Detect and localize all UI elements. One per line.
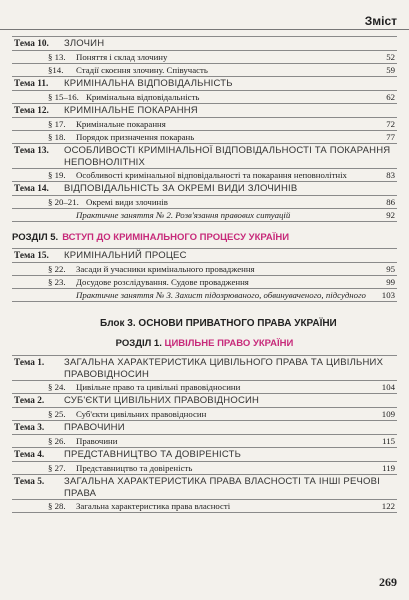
toc-entry-row xyxy=(12,408,397,421)
page-ref: 92 xyxy=(386,210,395,220)
toc-theme-row xyxy=(12,144,397,169)
page-ref: 72 xyxy=(386,119,395,129)
page-ref: 95 xyxy=(386,264,395,274)
page-ref: 83 xyxy=(386,170,395,180)
theme-title: ВІДПОВІДАЛЬНІСТЬ ЗА ОКРЕМІ ВИДИ ЗЛОЧИНІВ xyxy=(64,183,298,194)
section-title: ЦИВІЛЬНЕ ПРАВО УКРАЇНИ xyxy=(164,338,294,349)
paragraph-number: § 26. xyxy=(48,436,66,446)
theme-number: Тема 13. xyxy=(14,146,49,156)
theme-number: Тема 15. xyxy=(14,251,49,261)
page-ref: 115 xyxy=(382,436,395,446)
toc-entry-row xyxy=(12,381,397,394)
paragraph-title: Порядок призначення покарань xyxy=(76,132,195,142)
theme-title: ПРЕДСТАВНИЦТВО ТА ДОВІРЕНІСТЬ xyxy=(64,449,242,460)
paragraph-number: § 13. xyxy=(48,52,66,62)
paragraph-title: Загальна характеристика права власності xyxy=(76,501,231,511)
paragraph-title: Досудове розслідування. Судове провадження xyxy=(76,277,249,287)
toc-entry-row xyxy=(12,276,397,289)
theme-number: Тема 12. xyxy=(14,106,49,116)
theme-number: Тема 14. xyxy=(14,184,49,194)
block-label: Блок 3. xyxy=(100,318,136,329)
paragraph-title: Окремі види злочинів xyxy=(86,197,168,207)
toc-entry-row xyxy=(12,462,397,475)
theme-title: КРИМІНАЛЬНА ВІДПОВІДАЛЬНІСТЬ xyxy=(64,78,233,89)
toc-theme-row xyxy=(12,421,397,435)
theme-number: Тема 1. xyxy=(14,358,45,368)
toc-theme-row xyxy=(12,448,397,462)
page-ref: 103 xyxy=(381,290,395,300)
paragraph-title: Кримінальне покарання xyxy=(76,119,166,129)
paragraph-title: Стадії скоєння злочину. Співучасть xyxy=(76,65,208,75)
toc-entry-row xyxy=(12,435,397,448)
paragraph-number: § 18. xyxy=(48,132,66,142)
table-of-contents xyxy=(12,36,397,513)
theme-number: Тема 10. xyxy=(14,39,49,49)
toc-theme-row xyxy=(12,77,397,91)
toc-entry-row xyxy=(12,131,397,144)
running-header-title: Зміст xyxy=(364,14,397,28)
section-label: РОЗДІЛ 1. xyxy=(115,338,162,349)
block-title: ОСНОВИ ПРИВАТНОГО ПРАВА УКРАЇНИ xyxy=(138,318,337,329)
theme-number: Тема 2. xyxy=(14,396,45,406)
paragraph-number: § 17. xyxy=(48,119,66,129)
toc-entry-row xyxy=(12,500,397,513)
theme-title: ПРАВОЧИНИ xyxy=(64,422,125,433)
paragraph-number: § 27. xyxy=(48,463,66,473)
theme-title: ЗАГАЛЬНА ХАРАКТЕРИСТИКА ЦИВІЛЬНОГО ПРАВА ТА ЦИВІЛЬНИХ ПРАВОВІДНОСИН xyxy=(64,357,384,380)
paragraph-number: § 15–16. xyxy=(48,92,79,102)
toc-entry-row xyxy=(12,118,397,131)
theme-number: Тема 3. xyxy=(14,423,45,433)
section-label: РОЗДІЛ 5. xyxy=(12,232,59,243)
toc-entry-row xyxy=(12,196,397,209)
paragraph-title: Практичне заняття № 2. Розв'язання правових ситуацій xyxy=(76,210,291,220)
page-ref: 109 xyxy=(381,409,395,419)
section-heading-1 xyxy=(12,338,397,349)
paragraph-number: § 28. xyxy=(48,501,66,511)
toc-entry-row xyxy=(12,64,397,77)
toc-block-criminal-process xyxy=(12,248,397,302)
page-ref: 77 xyxy=(386,132,395,142)
toc-theme-row xyxy=(12,356,397,381)
header-rule xyxy=(0,14,409,30)
theme-title: ЗАГАЛЬНА ХАРАКТЕРИСТИКА ПРАВА ВЛАСНОСТІ ТА ІНШІ РЕЧОВІ ПРАВА xyxy=(64,476,380,499)
theme-title: КРИМІНАЛЬНЕ ПОКАРАННЯ xyxy=(64,105,198,116)
toc-entry-row xyxy=(12,289,397,302)
page-ref: 62 xyxy=(386,92,395,102)
toc-entry-row xyxy=(12,169,397,182)
paragraph-title: Правочини xyxy=(76,436,118,446)
page-ref: 52 xyxy=(386,52,395,62)
page-ref: 59 xyxy=(386,65,395,75)
toc-theme-row xyxy=(12,394,397,408)
paragraph-number: §14. xyxy=(48,65,64,75)
theme-title: КРИМІНАЛЬНИЙ ПРОЦЕС xyxy=(64,250,187,261)
page-number: 269 xyxy=(379,575,397,589)
theme-title: СУБ'ЄКТИ ЦИВІЛЬНИХ ПРАВОВІДНОСИН xyxy=(64,395,260,406)
paragraph-title: Кримінальна відповідальність xyxy=(86,92,200,102)
theme-title: ЗЛОЧИН xyxy=(64,38,105,49)
toc-entry-row xyxy=(12,91,397,104)
paragraph-title: Практичне заняття № 3. Захист підозрюваного, обвинуваченого, підсудного xyxy=(76,290,366,300)
page-ref: 99 xyxy=(386,277,395,287)
toc-theme-row xyxy=(12,475,397,500)
paragraph-number: § 24. xyxy=(48,382,66,392)
paragraph-title: Засади й учасники кримінального провадження xyxy=(76,264,255,274)
page-ref: 104 xyxy=(381,382,395,392)
page-ref: 86 xyxy=(386,197,395,207)
theme-title: ОСОБЛИВОСТІ КРИМІНАЛЬНОЇ ВІДПОВІДАЛЬНОСТІ ТА ПОКАРАННЯ НЕПОВНОЛІТНІХ xyxy=(64,145,391,168)
paragraph-number: § 19. xyxy=(48,170,66,180)
toc-theme-row xyxy=(12,104,397,118)
paragraph-title: Цивільне право та цивільні правовідносини xyxy=(76,382,241,392)
page-ref: 119 xyxy=(382,463,395,473)
paragraph-number: § 20–21. xyxy=(48,197,79,207)
theme-number: Тема 5. xyxy=(14,477,45,487)
paragraph-title: Суб'єкти цивільних правовідносин xyxy=(76,409,207,419)
paragraph-title: Поняття і склад злочину xyxy=(76,52,168,62)
toc-block-criminal-law xyxy=(12,36,397,222)
section-heading-5 xyxy=(12,232,397,243)
toc-entry-row xyxy=(12,263,397,276)
page-ref: 122 xyxy=(381,501,395,511)
toc-entry-row xyxy=(12,51,397,64)
toc-theme-row xyxy=(12,37,397,51)
paragraph-number: § 23. xyxy=(48,277,66,287)
toc-theme-row xyxy=(12,249,397,263)
section-title: ВСТУП ДО КРИМІНАЛЬНОГО ПРОЦЕСУ УКРАЇНИ xyxy=(62,232,290,243)
theme-number: Тема 11. xyxy=(14,79,49,89)
paragraph-title: Особливості кримінальної відповідальності та покарання неповнолітніх xyxy=(76,170,347,180)
theme-number: Тема 4. xyxy=(14,450,45,460)
paragraph-number: § 25. xyxy=(48,409,66,419)
toc-theme-row xyxy=(12,182,397,196)
toc-block-civil-law xyxy=(12,355,397,513)
paragraph-title: Представництво та довіреність xyxy=(76,463,193,473)
paragraph-number: § 22. xyxy=(48,264,66,274)
toc-entry-row xyxy=(12,209,397,222)
block-heading-3 xyxy=(12,318,397,329)
